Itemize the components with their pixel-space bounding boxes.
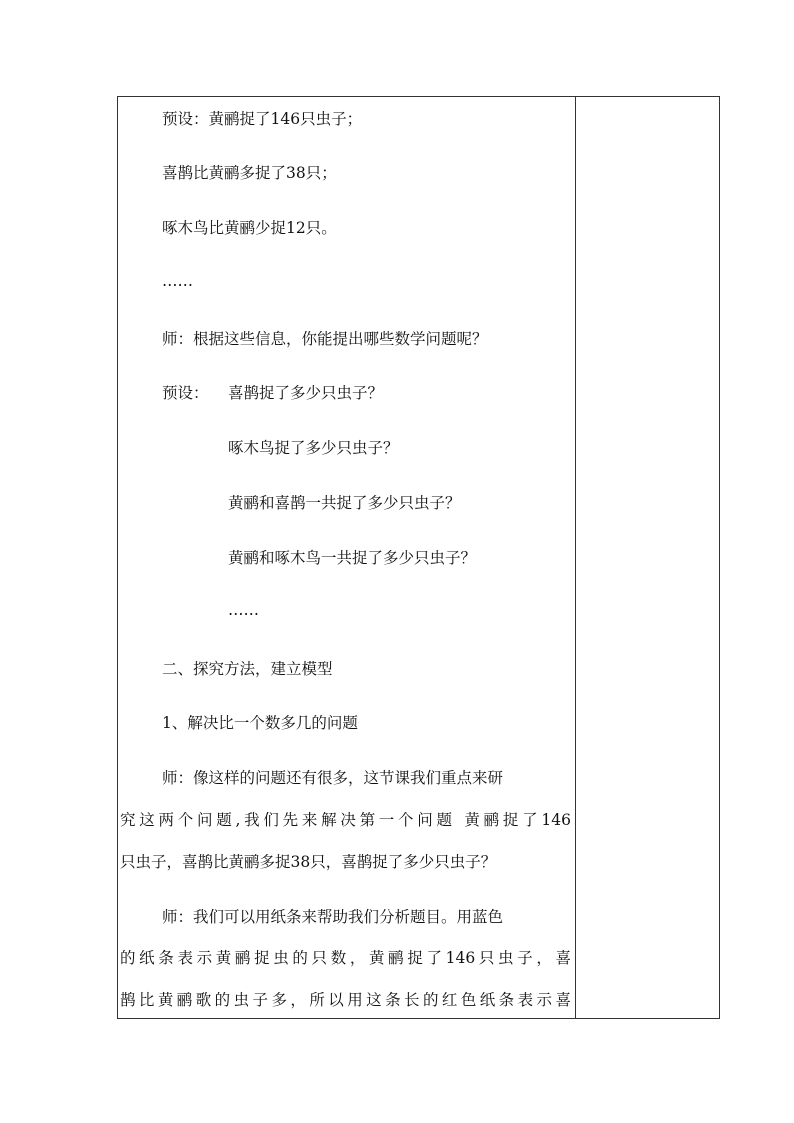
ellipsis-2: …… <box>228 601 259 619</box>
paragraph-2-line-3: 鹊比黄鹂歌的虫子多，所以用这条长的红色纸条表示喜 <box>120 991 571 1009</box>
woodpecker-info: 啄木鸟比黄鹂少捉12只。 <box>162 219 337 237</box>
question-4: 黄鹂和啄木鸟一共捉了多少只虫子？ <box>228 549 477 567</box>
subsection-heading: 1、解决比一个数多几的问题 <box>162 714 358 732</box>
paragraph-1-line-2: 究这两个问题,我们先来解决第一个问题 黄鹂捉了146 <box>120 811 571 829</box>
paragraph-1-line-1: 师：像这样的问题还有很多，这节课我们重点来研 <box>162 769 504 787</box>
question-1: 喜鹊捉了多少只虫子？ <box>228 384 384 402</box>
lesson-table <box>117 96 720 1019</box>
preset-q-label: 预设： <box>162 384 209 402</box>
question-2: 啄木鸟捉了多少只虫子？ <box>228 439 399 457</box>
section-heading: 二、探究方法，建立模型 <box>162 660 333 678</box>
teacher-question: 师：根据这些信息，你能提出哪些数学问题呢？ <box>162 330 488 348</box>
paragraph-1-line-3: 只虫子，喜鹊比黄鹂多捉38只，喜鹊捉了多少只虫子？ <box>120 853 497 871</box>
question-3: 黄鹂和喜鹊一共捉了多少只虫子？ <box>228 494 461 512</box>
column-divider <box>575 97 576 1018</box>
paragraph-2-line-1: 师：我们可以用纸条来帮助我们分析题目。用蓝色 <box>162 908 504 926</box>
paragraph-2-line-2: 的纸条表示黄鹂捉虫的只数，黄鹂捉了146只虫子，喜 <box>120 949 571 967</box>
preset-intro: 预设：黄鹂捉了146只虫子； <box>162 110 363 128</box>
magpie-info: 喜鹊比黄鹂多捉了38只； <box>162 164 337 182</box>
ellipsis-1: …… <box>162 272 193 290</box>
